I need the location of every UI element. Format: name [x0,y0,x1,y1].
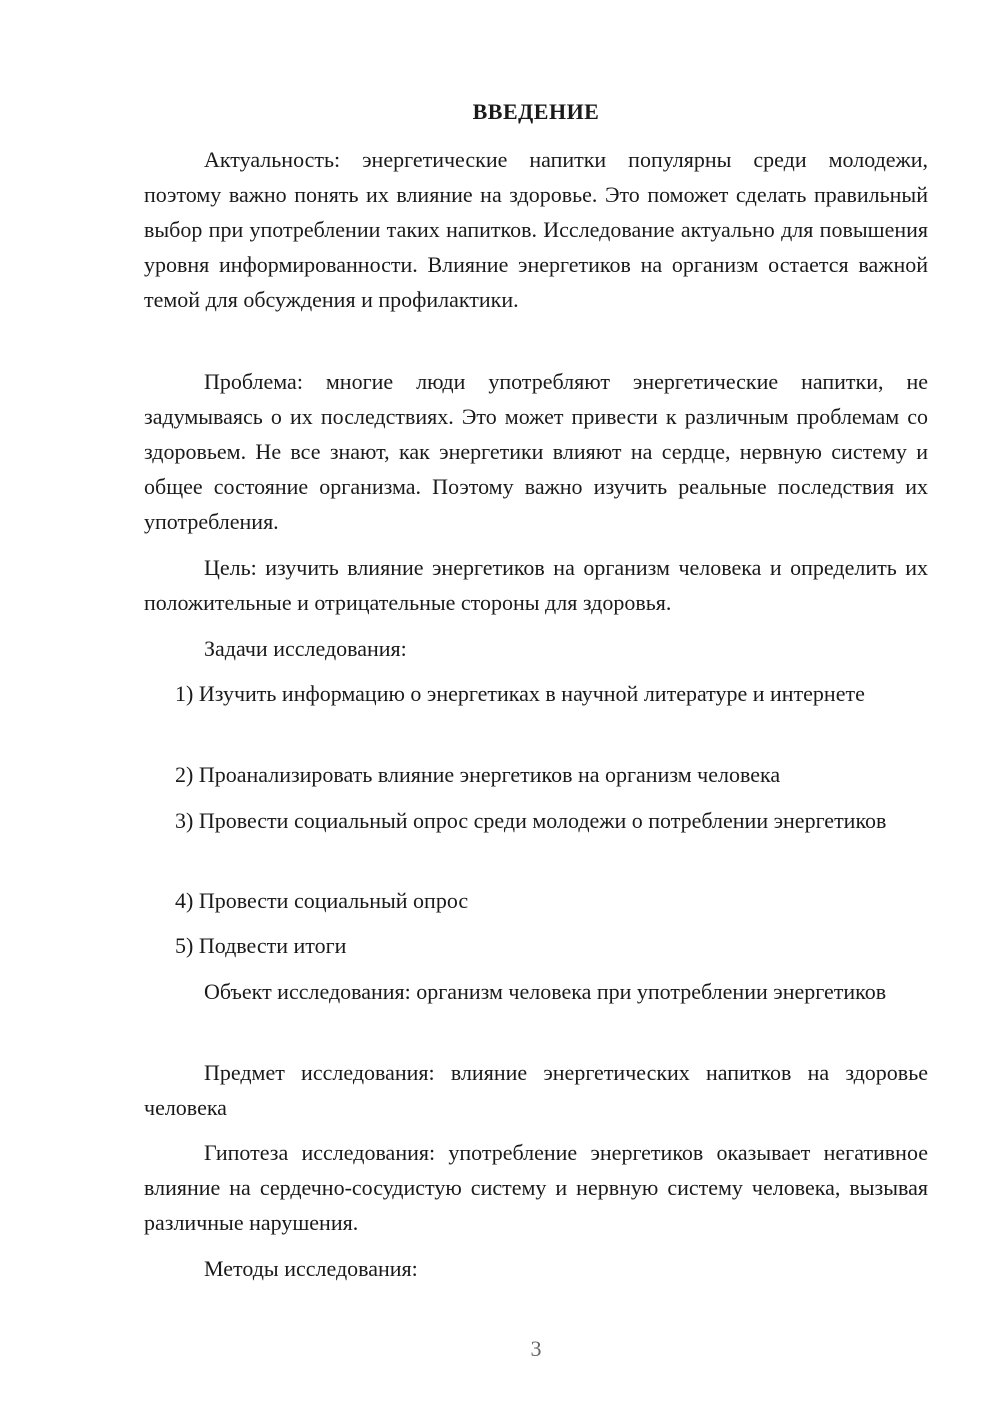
task-item-1: 1) Изучить информацию о энергетиках в научной литературе и интернете [175,681,865,706]
tasks-heading: Задачи исследования: [204,636,407,661]
task-item-2: 2) Проанализировать влияние энергетиков на организм человека [175,762,781,787]
paragraph-hypothesis: Гипотеза исследования: употребление энергетиков оказывает негативное влияние на сердечно-сосудистую систему и нервную систему человека, вызывая различные нарушения. [144,1140,928,1235]
paragraph-relevance: Актуальность: энергетические напитки популярны среди молодежи, поэтому важно понять их влияние на здоровье. Это поможет сделать правильный выбор при употреблении таких напитков. Исследование актуально для повышения уровня информированности. Влияние энергетиков на организм остается важной темой для обсуждения и профилактики. [144,147,928,312]
task-item-5: 5) Подвести итоги [175,933,347,958]
methods-heading: Методы исследования: [204,1256,418,1281]
paragraph-goal: Цель: изучить влияние энергетиков на организм человека и определить их положительные и отрицательные стороны для здоровья. [144,555,928,615]
document-page [144,0,928,1414]
paragraph-object: Объект исследования: организм человека при употреблении энергетиков [204,979,887,1004]
task-item-3: 3) Провести социальный опрос среди молодежи о потреблении энергетиков [175,808,887,833]
paragraph-problem: Проблема: многие люди употребляют энергетические напитки, не задумываясь о их последствиях. Это может привести к различным проблемам со здоровьем. Не все знают, как энергетики влияют на сердце, нервную систему и общее состояние организма. Поэтому важно изучить реальные последствия их употребления. [144,369,928,534]
task-item-4: 4) Провести социальный опрос [175,888,469,913]
page-title: ВВЕДЕНИЕ [472,99,600,124]
paragraph-subject: Предмет исследования: влияние энергетических напитков на здоровье человека [144,1060,928,1120]
page-number: 3 [530,1336,542,1361]
